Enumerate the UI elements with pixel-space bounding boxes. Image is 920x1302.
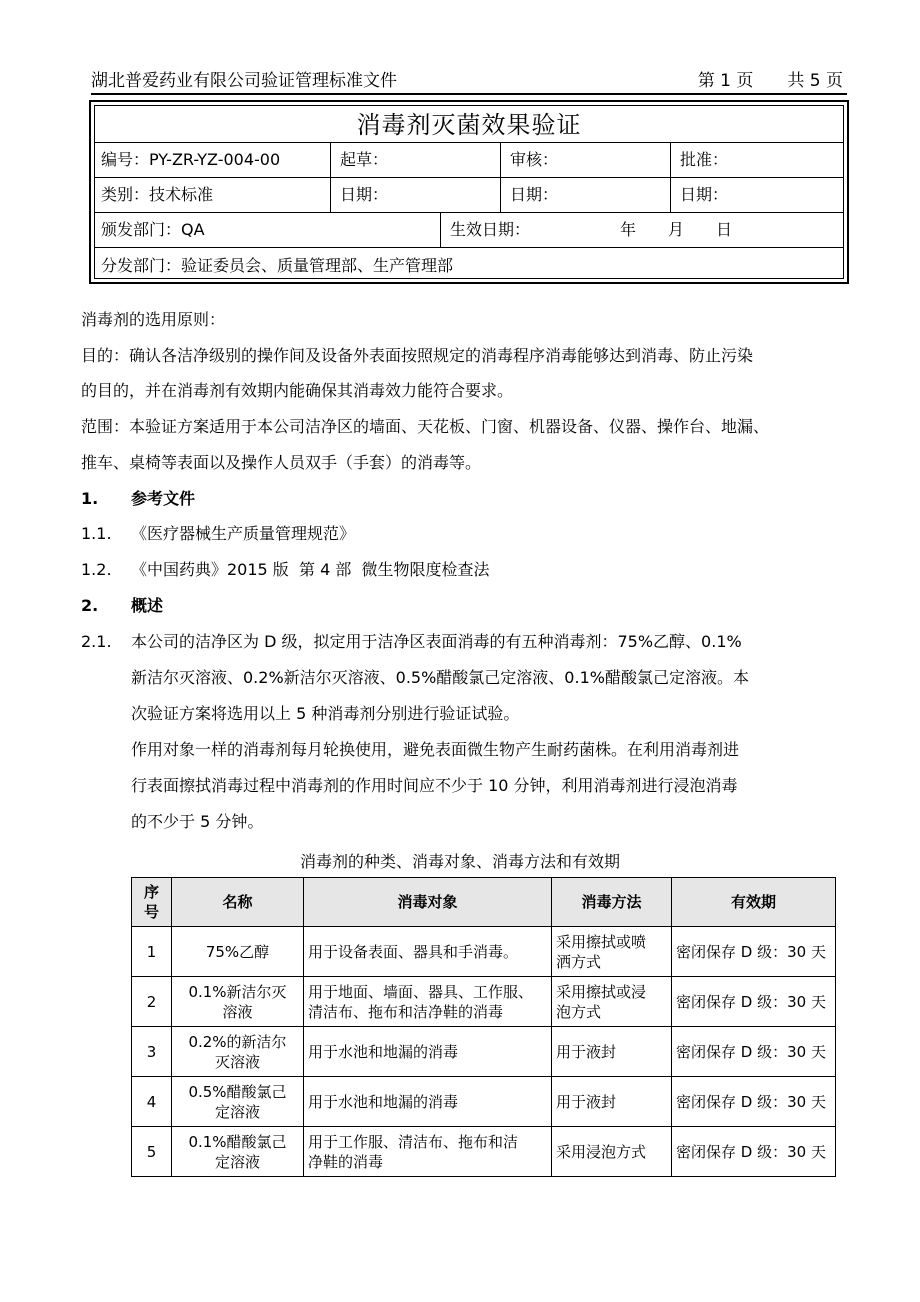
section-2-1-line-1: 本公司的洁净区为 D 级，拟定用于洁净区表面消毒的有五种消毒剂：75%乙醇、0.1% [131,632,742,651]
row-name: 0.2%的新洁尔 灭溶液 [172,1027,304,1077]
row-no: 5 [132,1127,172,1177]
section-2-title: 概述 [131,596,164,615]
row-method: 采用浸泡方式 [552,1127,672,1177]
disinfectant-table [131,877,836,1177]
row-object: 用于水池和地漏的消毒 [304,1077,552,1127]
page-header [91,66,843,90]
row-no: 3 [132,1027,172,1077]
header-object: 消毒对象 [304,878,552,927]
effective-date-ymd: 年 月 日 [620,220,733,239]
section-1-number: 1. [81,489,99,508]
row-method: 采用擦拭或浸 泡方式 [552,977,672,1027]
document-code: 编号：PY-ZR-YZ-004-00 [101,150,281,169]
company-document-title: 湖北普爱药业有限公司验证管理标准文件 [91,71,397,91]
section-2-1-line-2: 新洁尔灭溶液、0.2%新洁尔灭溶液、0.5%醋酸氯己定溶液、0.1%醋酸氯己定溶液。本 [131,668,749,687]
row-validity: 密闭保存 D 级：30 天 [672,1077,836,1127]
table-row [132,1077,836,1127]
table-header-row [132,878,836,927]
row-object: 用于地面、墙面、器具、工作服、 清洁布、拖布和洁净鞋的消毒 [304,977,552,1027]
row-name: 0.1%新洁尔灭 溶液 [172,977,304,1027]
header-validity: 有效期 [672,878,836,927]
row-object: 用于水池和地漏的消毒 [304,1027,552,1077]
section-1-1-number: 1.1. [81,524,112,543]
row-name: 0.1%醋酸氯己 定溶液 [172,1127,304,1177]
section-2-1-line-3: 次验证方案将选用以上 5 种消毒剂分别进行验证试验。 [131,704,520,723]
row-validity: 密闭保存 D 级：30 天 [672,927,836,977]
table-row [132,1027,836,1077]
approve-date-field: 日期： [680,185,729,204]
distribution-departments: 分发部门：验证委员会、质量管理部、生产管理部 [101,256,454,275]
row-method: 采用擦拭或喷 洒方式 [552,927,672,977]
section-2-1-line-6: 的不少于 5 分钟。 [131,812,264,831]
row-object: 用于设备表面、器具和手消毒。 [304,927,552,977]
row-object: 用于工作服、清洁布、拖布和洁 净鞋的消毒 [304,1127,552,1177]
header-no: 序 号 [132,878,172,927]
section-2-1-line-4: 作用对象一样的消毒剂每月轮换使用，避免表面微生物产生耐药菌株。在利用消毒剂进 [131,740,740,759]
table-caption: 消毒剂的种类、消毒对象、消毒方法和有效期 [299,852,620,871]
row-validity: 密闭保存 D 级：30 天 [672,1127,836,1177]
section-2-number: 2. [81,596,99,615]
reviewer-field: 审核： [510,150,559,169]
row-no: 1 [132,927,172,977]
section-2-1-number: 2.1. [81,632,112,651]
row-name: 0.5%醋酸氯己 定溶液 [172,1077,304,1127]
section-1-2-number: 1.2. [81,560,112,579]
category-field: 类别：技术标准 [101,185,214,204]
purpose-line-1: 目的：确认各洁净级别的操作间及设备外表面按照规定的消毒程序消毒能够达到消毒、防止污染 [81,346,754,365]
row-no: 2 [132,977,172,1027]
issuing-department: 颁发部门：QA [101,220,205,239]
table-row [132,1127,836,1177]
selection-principle: 消毒剂的选用原则： [81,310,226,329]
section-1-1-text: 《医疗器械生产质量管理规范》 [131,524,356,543]
row-method: 用于液封 [552,1027,672,1077]
effective-date-label: 生效日期： [450,220,531,239]
section-2-1-line-5: 行表面擦拭消毒过程中消毒剂的作用时间应不少于 10 分钟，利用消毒剂进行浸泡消毒 [131,776,738,795]
table-row [132,977,836,1027]
header-rule [91,93,847,95]
row-name: 75%乙醇 [172,927,304,977]
purpose-line-2: 的目的，并在消毒剂有效期内能确保其消毒效力能符合要求。 [81,381,514,400]
row-validity: 密闭保存 D 级：30 天 [672,1027,836,1077]
header-method: 消毒方法 [552,878,672,927]
section-1-2-text: 《中国药典》2015 版 第 4 部 微生物限度检查法 [131,560,490,579]
draft-date-field: 日期： [340,185,389,204]
review-date-field: 日期： [510,185,559,204]
section-1-title: 参考文件 [131,489,196,508]
page-number: 第 1 页 共 5 页 [697,71,843,91]
table-row [132,927,836,977]
row-method: 用于液封 [552,1077,672,1127]
document-title: 消毒剂灭菌效果验证 [356,111,582,139]
row-no: 4 [132,1077,172,1127]
approver-field: 批准： [680,150,729,169]
scope-line-1: 范围：本验证方案适用于本公司洁净区的墙面、天花板、门窗、机器设备、仪器、操作台、地漏、 [81,417,770,436]
document-control-table [89,100,849,284]
header-name: 名称 [172,878,304,927]
row-validity: 密闭保存 D 级：30 天 [672,977,836,1027]
drafter-field: 起草： [340,150,389,169]
scope-line-2: 推车、桌椅等表面以及操作人员双手（手套）的消毒等。 [81,453,482,472]
